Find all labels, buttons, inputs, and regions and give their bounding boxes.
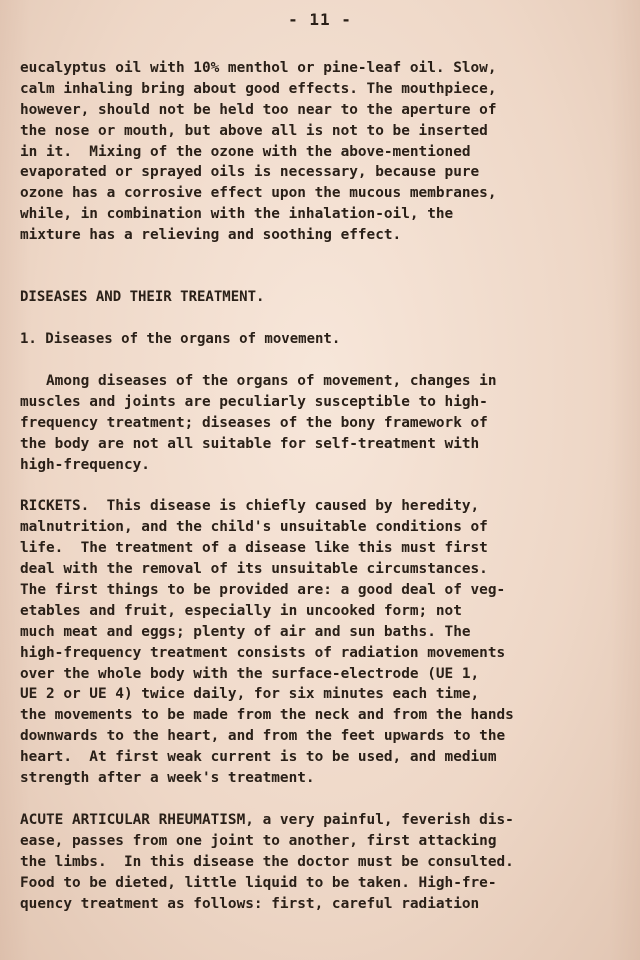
text-line: heart. At first weak current is to be used, and medium — [20, 749, 497, 766]
paragraph-rickets — [20, 496, 620, 788]
paragraph-intro — [20, 371, 620, 475]
text-line: malnutrition, and the child's unsuitable conditions of — [20, 519, 488, 536]
subsection-heading: 1. Diseases of the organs of movement. — [20, 331, 341, 348]
text-line: the limbs. In this disease the doctor must be consulted. — [20, 853, 514, 870]
text-line: deal with the removal of its unsuitable circumstances. — [20, 561, 488, 578]
text-line: in it. Mixing of the ozone with the above-mentioned — [20, 143, 471, 160]
text-line: however, should not be held too near to the aperture of — [20, 101, 497, 118]
text-line: while, in combination with the inhalation-oil, the — [20, 206, 454, 223]
text-line: much meat and eggs; plenty of air and sun baths. The — [20, 623, 471, 640]
text-line: mixture has a relieving and soothing effect. — [20, 227, 402, 244]
text-line: downwards to the heart, and from the feet upwards to the — [20, 728, 506, 745]
page-number: - 11 - — [288, 10, 352, 29]
text-line: over the whole body with the surface-electrode (UE 1, — [20, 665, 480, 682]
text-line: the movements to be made from the neck and from the hands — [20, 707, 514, 724]
text-line: quency treatment as follows: first, careful radiation — [20, 895, 480, 912]
paragraph-rheumatism — [20, 810, 620, 914]
text-line: Food to be dieted, little liquid to be taken. High-fre- — [20, 874, 497, 891]
text-line: life. The treatment of a disease like this must first — [20, 540, 488, 557]
text-line: etables and fruit, especially in uncooked form; not — [20, 602, 462, 619]
text-line: UE 2 or UE 4) twice daily, for six minutes each time, — [20, 686, 480, 703]
text-line: muscles and joints are peculiarly susceptible to high- — [20, 393, 488, 410]
text-line: ease, passes from one joint to another, first attacking — [20, 832, 497, 849]
text-line: strength after a week's treatment. — [20, 770, 315, 787]
text-line: the nose or mouth, but above all is not to be inserted — [20, 122, 488, 139]
text-line: ACUTE ARTICULAR RHEUMATISM, a very painful, feverish dis- — [20, 811, 514, 828]
text-line: Among diseases of the organs of movement, changes in — [20, 373, 497, 390]
text-line: frequency treatment; diseases of the bony framework of — [20, 414, 488, 431]
text-line: RICKETS. This disease is chiefly caused by heredity, — [20, 498, 480, 515]
text-line: ozone has a corrosive effect upon the mucous membranes, — [20, 185, 497, 202]
text-line: the body are not all suitable for self-treatment with — [20, 435, 480, 452]
section-heading: DISEASES AND THEIR TREATMENT. — [20, 289, 265, 306]
text-line: high-frequency. — [20, 456, 150, 473]
text-line: The first things to be provided are: a good deal of veg- — [20, 582, 506, 599]
text-line: eucalyptus oil with 10% menthol or pine-leaf oil. Slow, — [20, 60, 497, 76]
paragraph-ozone — [20, 58, 620, 246]
document-body — [20, 58, 620, 914]
text-line: calm inhaling bring about good effects. The mouthpiece, — [20, 80, 497, 97]
text-line: evaporated or sprayed oils is necessary, because pure — [20, 164, 480, 181]
text-line: high-frequency treatment consists of radiation movements — [20, 644, 506, 661]
